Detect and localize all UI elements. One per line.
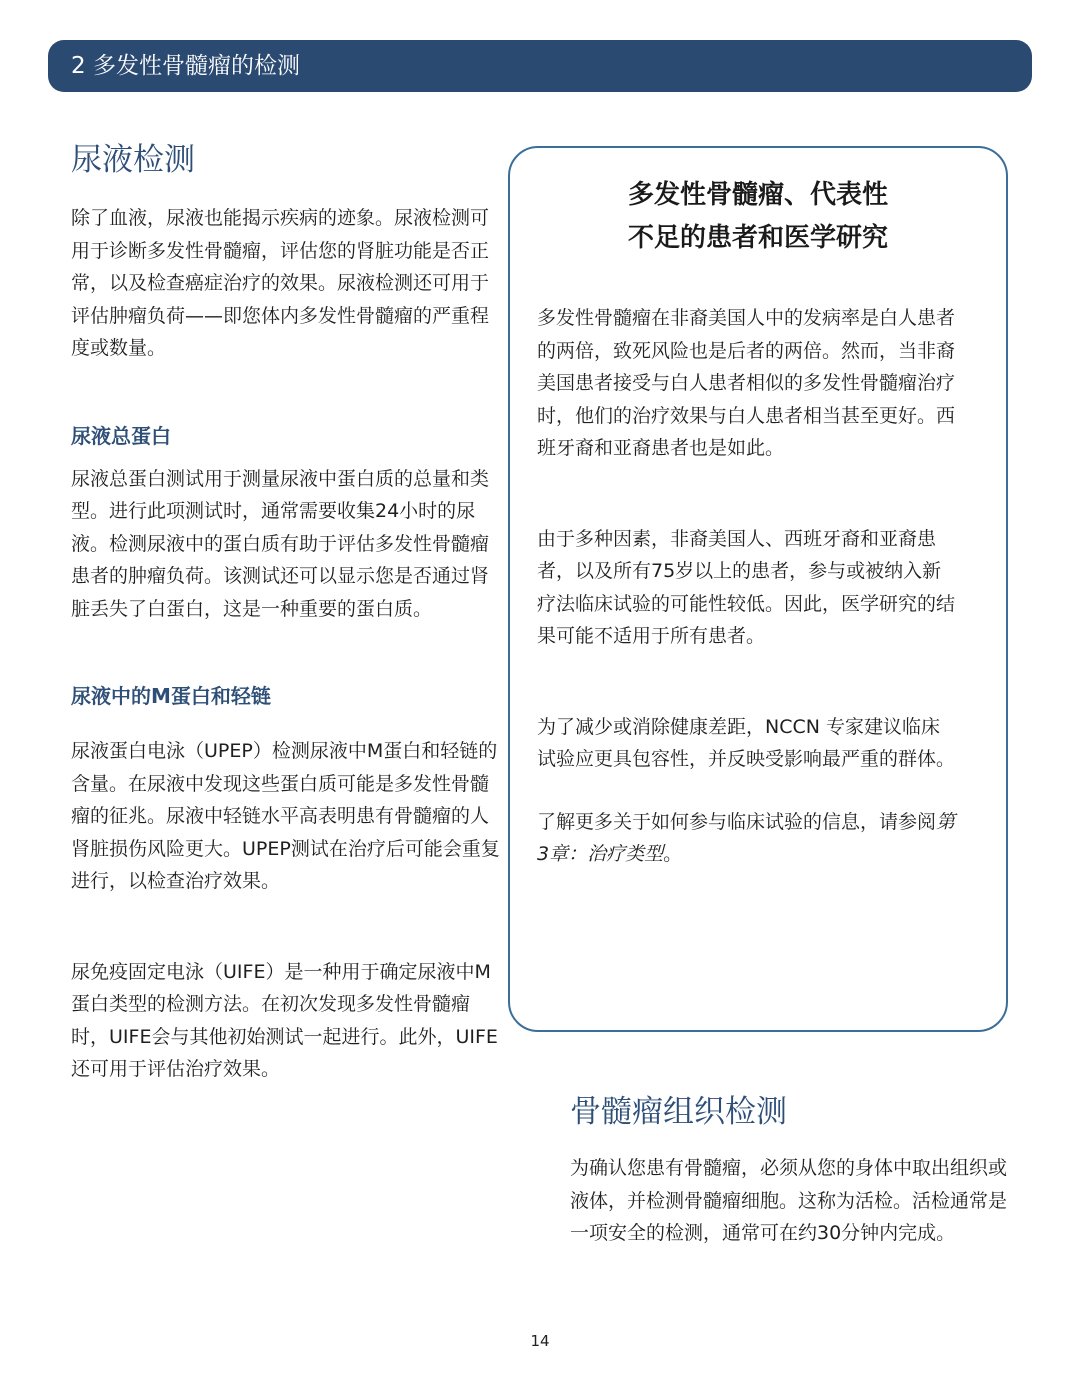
callout-paragraph-2: 由于多种因素，非裔美国人、西班牙裔和亚裔患者，以及所有75岁以上的患者，参与或被纳入新疗法临床试验的可能性较低。因此，医学研究的结果可能不适用于所有患者。	[537, 527, 956, 647]
m-protein-heading: 尿液中的M蛋白和轻链	[71, 684, 271, 708]
left-column	[71, 138, 501, 1086]
chapter-header-bar	[48, 40, 1032, 92]
callout-paragraph-3: 为了减少或消除健康差距，NCCN 专家建议临床试验应更具包容性，并反映受影响最严重的群体。	[537, 715, 956, 770]
tissue-section	[570, 1090, 1010, 1250]
callout-body	[537, 302, 957, 871]
callout-paragraph-4	[537, 806, 957, 871]
callout-paragraph-4-end: 。	[663, 843, 683, 865]
total-protein-text: 尿液总蛋白测试用于测量尿液中蛋白质的总量和类型。进行此项测试时，通常需要收集24小时的尿液。检测尿液中的蛋白质有助于评估多发性骨髓瘤患者的肿瘤负荷。该测试还可以显示您是否通过肾脏丢失了白蛋白，这是一种重要的蛋白质。	[71, 467, 490, 620]
page-number: 14	[530, 1332, 550, 1350]
callout-paragraph-1: 多发性骨髓瘤在非裔美国人中的发病率是白人患者的两倍，致死风险也是后者的两倍。然而，当非裔美国患者接受与白人患者相似的多发性骨髓瘤治疗时，他们的治疗效果与白人患者相当甚至更好。西班牙裔和亚裔患者也是如此。	[537, 307, 956, 459]
chapter-title: 2 多发性骨髓瘤的检测	[71, 53, 300, 79]
callout-paragraph-4-text: 了解更多关于如何参与临床试验的信息，请参阅	[537, 810, 937, 833]
callout-title-line-1: 多发性骨髓瘤、代表性	[627, 180, 888, 210]
upep-text: 尿液蛋白电泳（UPEP）检测尿液中M蛋白和轻链的含量。在尿液中发现这些蛋白质可能是多发性骨髓瘤的征兆。尿液中轻链水平高表明患有骨髓瘤的人肾脏损伤风险更大。UPEP测试在治疗后可能会重复进行，以检查治疗效果。	[71, 740, 500, 892]
total-protein-heading: 尿液总蛋白	[71, 423, 171, 448]
chapter-reference-link[interactable]: 第3章：治疗类型	[537, 810, 956, 865]
tissue-test-heading: 骨髓瘤组织检测	[570, 1094, 787, 1130]
uife-text: 尿免疫固定电泳（UIFE）是一种用于确定尿液中M蛋白类型的检测方法。在初次发现多发性骨髓瘤时，UIFE会与其他初始测试一起进行。此外，UIFE还可用于评估治疗效果。	[71, 960, 498, 1080]
tissue-text: 为确认您患有骨髓瘤，必须从您的身体中取出组织或液体，并检测骨髓瘤细胞。这称为活检。活检通常是一项安全的检测，通常可在约30分钟内完成。	[570, 1157, 1008, 1244]
callout-title	[510, 174, 1006, 260]
urine-test-heading: 尿液检测	[71, 142, 195, 178]
callout-box	[508, 146, 1008, 1032]
callout-title-line-2: 不足的患者和医学研究	[627, 223, 888, 253]
urine-intro-text: 除了血液，尿液也能揭示疾病的迹象。尿液检测可用于诊断多发性骨髓瘤，评估您的肾脏功能是否正常，以及检查癌症治疗的效果。尿液检测还可用于评估肿瘤负荷——即您体内多发性骨髓瘤的严重程度或数量。	[71, 207, 490, 359]
